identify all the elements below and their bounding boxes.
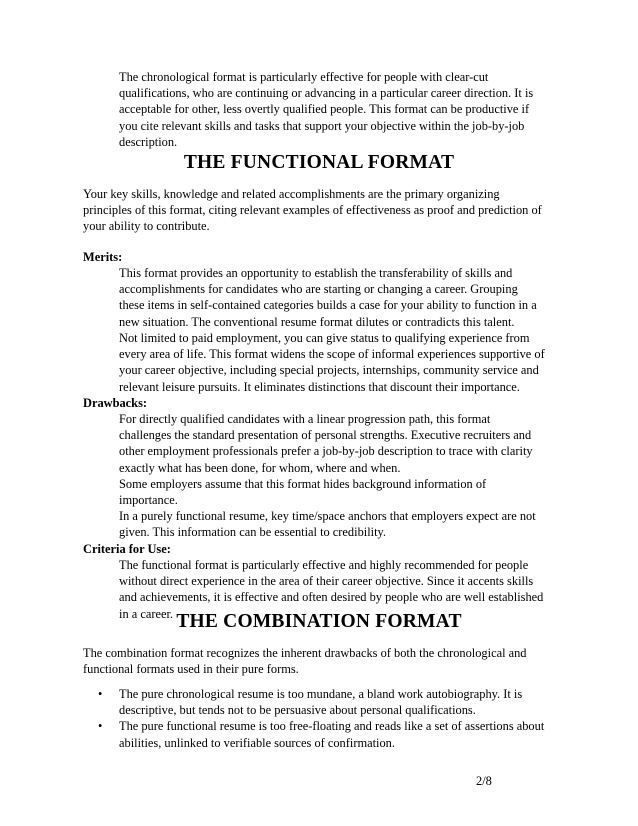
bullet-text: The pure functional resume is too free-floating and reads like a set of assertions about abilities, unlinked to verifiable sources of confirmation.	[119, 719, 545, 750]
combination-description: The combination format recognizes the inherent drawbacks of both the chronological and functional formats used in their pure forms.	[83, 646, 527, 677]
functional-description: Your key skills, knowledge and related accomplishments are the primary organizing principles of this format, citing relevant examples of effectiveness as proof and prediction of your ability to contribute.	[83, 187, 542, 234]
intro-paragraph: The chronological format is particularly effective for people with clear-cut qualifications, who are continuing or advancing in a particular career direction. It is acceptable for other, less overtly qualified people. This format can be productive if you cite relevant skills and tasks that support your objective within the job-by-job description.	[119, 70, 534, 149]
drawbacks-label: Drawbacks:	[83, 396, 148, 410]
list-item	[98, 686, 548, 718]
merits-label: Merits:	[83, 250, 123, 264]
page-number: 2/8	[476, 774, 492, 788]
merits-paragraph-2: Not limited to paid employment, you can give status to qualifying experience from every area of life. This format widens the scope of informal experiences supportive of your career objective, including special projects, internships, community service and relevant leisure pursuits. It eliminates distinctions that discount their importance.	[119, 331, 545, 394]
drawbacks-paragraph-2: Some employers assume that this format hides background information of importance.	[119, 477, 487, 508]
combination-format-heading: THE COMBINATION FORMAT	[176, 611, 462, 632]
functional-format-heading: THE FUNCTIONAL FORMAT	[183, 152, 455, 173]
bullet-icon: •	[98, 719, 103, 734]
criteria-paragraph: The functional format is particularly effective and highly recommended for people without direct experience in the area of their career objective. Since it accents skills and achievements, it is effective and often desired by people who are well established in a career.	[119, 558, 544, 621]
criteria-label: Criteria for Use:	[83, 542, 171, 556]
merits-paragraph-1: This format provides an opportunity to establish the transferability of skills and accomplishments for candidates who are starting or changing a career. Grouping these items in self-contained categories builds a case for your ability to function in a new situation. The conventional resume format dilutes or contradicts this talent.	[119, 266, 537, 329]
list-item	[98, 718, 548, 750]
drawbacks-paragraph-1: For directly qualified candidates with a linear progression path, this format challenges the standard presentation of personal strengths. Executive recruiters and other employment professionals prefer a job-by-job description to trace with clarity exactly what has been done, for whom, where and when.	[119, 412, 533, 475]
combination-bullet-list	[98, 686, 548, 751]
bullet-icon: •	[98, 687, 103, 701]
bullet-text: The pure chronological resume is too mundane, a bland work autobiography. It is descriptive, but tends not to be persuasive about personal qualifications.	[119, 687, 523, 718]
drawbacks-paragraph-3: In a purely functional resume, key time/space anchors that employers expect are not given. This information can be essential to credibility.	[119, 509, 536, 540]
